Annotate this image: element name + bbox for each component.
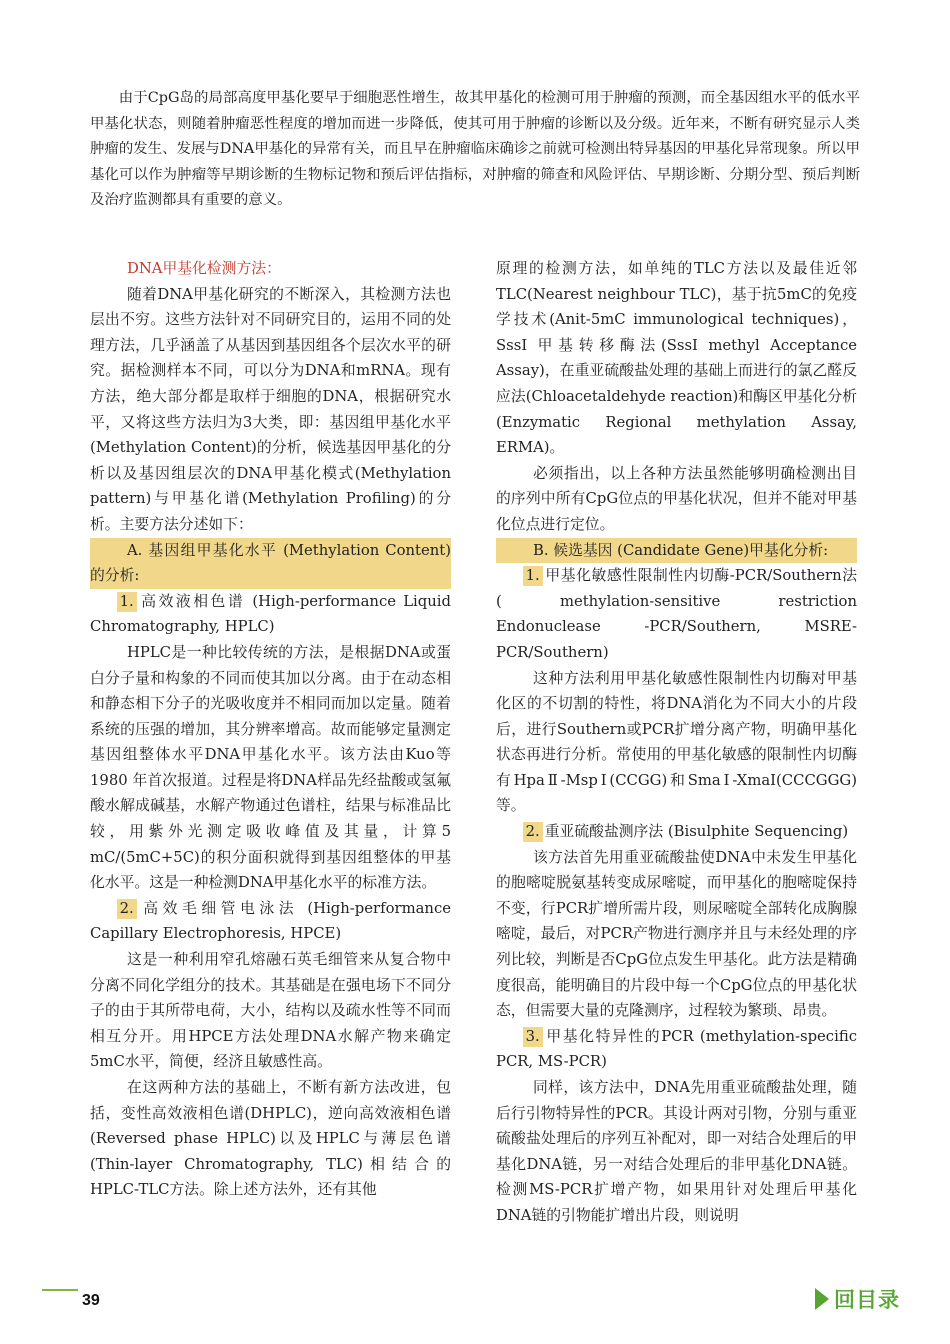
item-hpce-title: 高效毛细管电泳法 (High-performance Capillary Electrophoresis, HPCE) [90,899,451,943]
back-to-contents-label: 回目录 [834,1288,900,1312]
item-bisulphite-title: 重亚硫酸盐测序法 (Bisulphite Sequencing) [544,823,849,841]
page-number: 39 [82,1292,100,1309]
section-b-heading: B. 候选基因 (Candidate Gene)甲基化分析: [496,538,857,564]
item-hpce-heading [90,896,451,947]
item-number-badge: 1. [117,592,137,612]
back-to-contents-link[interactable] [814,1284,900,1314]
item-mspcr-heading [496,1024,857,1075]
item-hplc-title: 高效液相色谱 (High-performance Liquid Chromatography, HPLC) [90,592,451,636]
right-column [496,256,857,1229]
intro-paragraph: 由于CpG岛的局部高度甲基化要早于细胞恶性增生，故其甲基化的检测可用于肿瘤的预测，而全基因组水平的低水平甲基化状态，则随着肿瘤恶性程度的增加而进一步降低，使其可用于肿瘤的诊断以及分级。近年来，不断有研究显示人类肿瘤的发生、发展与DNA甲基化的异常有关，而且早在肿瘤临床确诊之前就可检测出特异基因的甲基化异常现象。所以甲基化可以作为肿瘤等早期诊断的生物标记物和预后评估指标，对肿瘤的筛查和风险评估、早期诊断、分期分型、预后判断及治疗监测都具有重要的意义。 [90,90,860,209]
item-number-badge: 2. [523,822,543,842]
item-msre-heading [496,563,857,665]
item-hplc-heading [90,589,451,640]
msre-paragraph: 这种方法利用甲基化敏感性限制性内切酶对甲基化区的不切割的特性，将DNA消化为不同大小的片段后，进行Southern或PCR扩增分离产物，明确甲基化状态再进行分析。常使用的甲基化敏感的限制性内切酶有HpaⅡ-MspⅠ(CCGG)和SmaⅠ-XmaI(CCCGGG)等。 [496,669,857,815]
bisulphite-paragraph: 该方法首先用重亚硫酸盐使DNA中未发生甲基化的胞嘧啶脱氨基转变成尿嘧啶，而甲基化的胞嘧啶保持不变，行PCR扩增所需片段，则尿嘧啶全部转化成胸腺嘧啶，最后，对PCR产物进行测序并且与未经处理的序列比较，判断是否CpG位点发生甲基化。此方法是精确度很高，能明确目的片段中每一个CpG位点的甲基化状态，但需要大量的克隆测序，过程较为繁琐、昂贵。 [496,848,857,1020]
left-column [90,256,451,1203]
other-methods-paragraph: 原理的检测方法，如单纯的TLC方法以及最佳近邻TLC(Nearest neighbour TLC)，基于抗5mC的免疫学技术(Anit-5mC immunological techniques)，SssI 甲基转移酶法(SssI methyl Acceptance Assay)，在重亚硫酸盐处理的基础上而进行的氯乙醛反应法(Chloacetaldehyde reaction)和酶区甲基化分析(Enzymatic Regional methylation Assay, ERMA)。 [496,260,857,457]
play-arrow-icon [814,1287,830,1311]
section-heading-methods: DNA甲基化检测方法： [127,260,281,277]
new-methods-paragraph: 在这两种方法的基础上，不断有新方法改进，包括，变性高效液相色谱(DHPLC)，逆向高效液相色谱(Reversed phase HPLC)以及HPLC与薄层色谱(Thin-layer Chromatography, TLC)相结合的HPLC-TLC方法。除上述方法外，还有其他 [90,1079,451,1199]
item-number-badge: 2. [117,899,137,919]
methods-intro-paragraph: 随着DNA甲基化研究的不断深入，其检测方法也层出不穷。这些方法针对不同研究目的，运用不同的处理方法，几乎涵盖了从基因到基因组各个层次水平的研究。据检测样本不同，可以分为DNA和mRNA。现有方法，绝大部分都是取样于细胞的DNA，根据研究水平，又将这些方法归为3大类，即：基因组甲基化水平(Methylation Content)的分析，候选基因甲基化的分析以及基因组层次的DNA甲基化模式(Methylation pattern)与甲基化谱(Methylation Profiling)的分析。主要方法分述如下： [90,285,451,533]
note-paragraph: 必须指出，以上各种方法虽然能够明确检测出目的序列中所有CpG位点的甲基化状况，但并不能对甲基化位点进行定位。 [496,464,857,533]
item-msre-title: 甲基化敏感性限制性内切酶-PCR/Southern法 ( methylation-sensitive restriction Endonuclease -PCR/Southern, MSRE-PCR/Southern) [496,567,857,661]
footer-divider [42,1289,78,1291]
item-number-badge: 3. [523,1027,543,1047]
mspcr-paragraph: 同样，该方法中，DNA先用重亚硫酸盐处理，随后行引物特异性的PCR。其设计两对引物，分别与重亚硫酸盐处理后的序列互补配对，即一对结合处理后的甲基化DNA链，另一对结合处理后的非甲基化DNA链。检测MS-PCR扩增产物，如果用针对处理后甲基化DNA链的引物能扩增出片段，则说明 [496,1079,857,1224]
hplc-paragraph: HPLC是一种比较传统的方法，是根据DNA或蛋白分子量和构象的不同而使其加以分离。由于在动态相和静态相下分子的光吸收度并不相同而加以定量。随着系统的压强的增加，其分辨率增高。故而能够定量测定基因组整体水平DNA甲基化水平。该方法由Kuo等1980 年首次报道。过程是将DNA样品先经盐酸或氢氟酸水解成碱基，水解产物通过色谱柱，结果与标准品比较，用紫外光测定吸收峰值及其量，计算5 mC/(5mC+5C)的积分面积就得到基因组整体的甲基化水平。这是一种检测DNA甲基化水平的标准方法。 [90,643,451,892]
hpce-paragraph: 这是一种利用窄孔熔融石英毛细管来从复合物中分离不同化学组分的技术。其基础是在强电场下不同分子的由于其所带电荷，大小，结构以及疏水性等不同而相互分开。用HPCE方法处理DNA水解产物来确定5mC水平，简便，经济且敏感性高。 [90,951,451,1071]
item-number-badge: 1. [523,566,543,586]
item-mspcr-title: 甲基化特异性的PCR (methylation-specific PCR, MS-PCR) [496,1027,857,1071]
item-bisulphite-heading [496,819,857,845]
section-a-heading: A. 基因组甲基化水平 (Methylation Content)的分析: [90,538,451,589]
